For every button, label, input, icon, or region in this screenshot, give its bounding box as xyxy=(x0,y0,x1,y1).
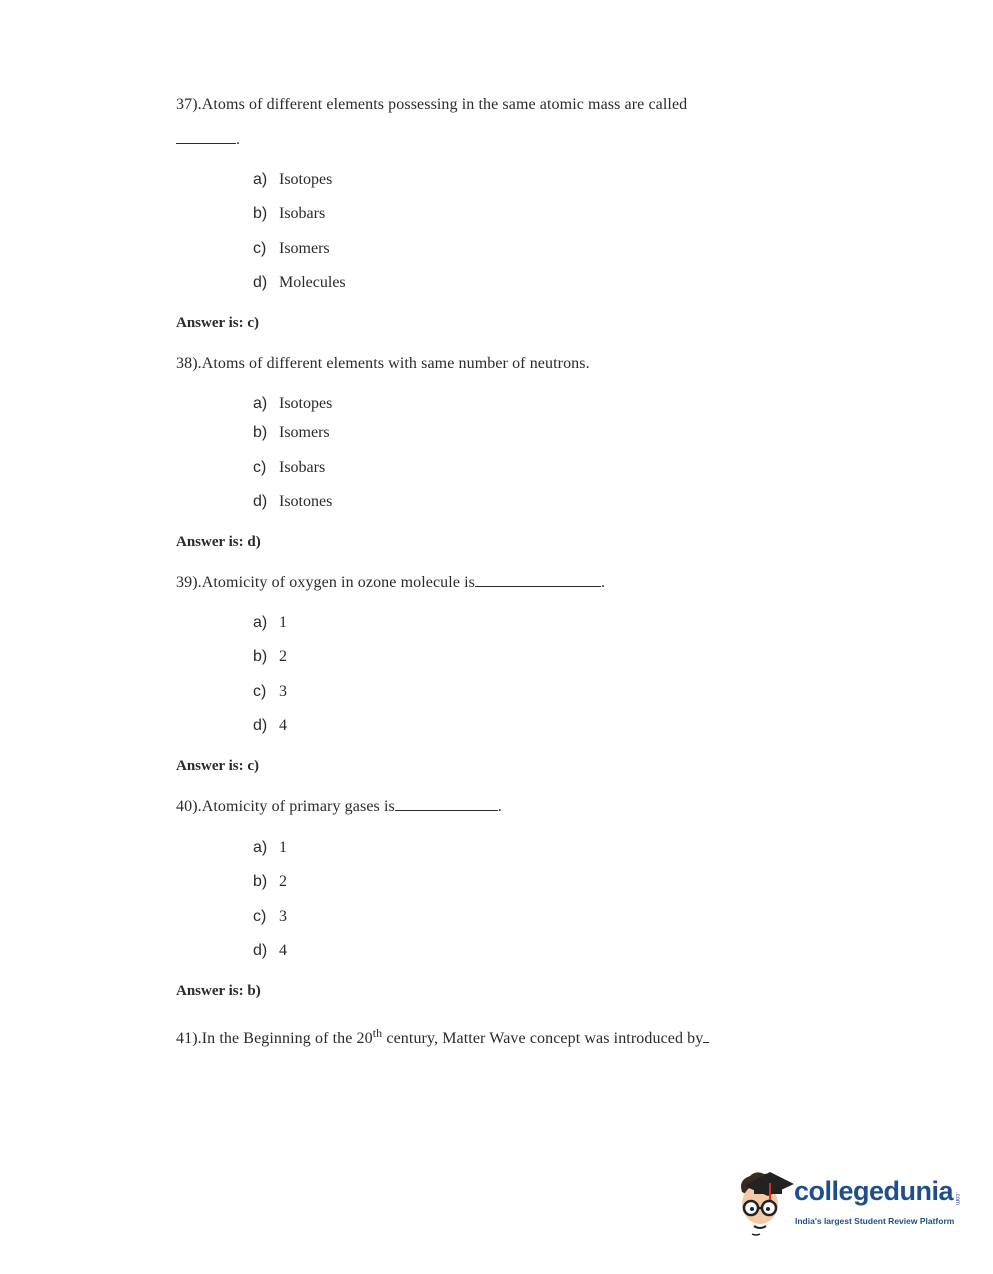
option-item: a) Isotopes xyxy=(253,395,333,412)
option-item: b) 2 xyxy=(253,873,287,890)
question-38 xyxy=(176,355,590,373)
option-item: d) 4 xyxy=(253,717,287,734)
option-item: d) Isotones xyxy=(253,493,333,510)
option-item: c) 3 xyxy=(253,683,287,700)
answer-blank xyxy=(176,131,236,144)
question-37-blank-line: . xyxy=(176,131,240,149)
question-37 xyxy=(176,96,687,114)
option-item: b) Isomers xyxy=(253,424,330,441)
question-37-text: 37).Atoms of different elements possessing in the same atomic mass are called xyxy=(176,96,688,113)
question-39: 39).Atomicity of oxygen in ozone molecule is . xyxy=(176,574,606,591)
answer-blank xyxy=(703,1030,709,1043)
question-40: 40).Atomicity of primary gases is . xyxy=(176,798,502,815)
option-item: d) Molecules xyxy=(253,274,346,291)
question-40-text: 40).Atomicity of primary gases is xyxy=(176,798,395,815)
option-item: c) Isomers xyxy=(253,240,330,257)
logo-wordmark: collegedunia xyxy=(794,1176,954,1206)
question-41: 41).In the Beginning of the 20th century, Matter Wave concept was introduced by xyxy=(176,1026,709,1048)
mascot-icon xyxy=(736,1166,796,1238)
option-item: a) Isotopes xyxy=(253,171,333,188)
logo-tagline: India's largest Student Review Platform xyxy=(795,1216,955,1226)
answer-line: Answer is: b) xyxy=(176,983,261,999)
option-item: c) 3 xyxy=(253,908,287,925)
answer-blank xyxy=(475,574,601,587)
question-38-text: 38).Atoms of different elements with same number of neutrons. xyxy=(176,355,590,372)
option-item: a) 1 xyxy=(253,839,287,856)
logo-dotcom: .com xyxy=(954,1192,960,1206)
answer-blank xyxy=(395,798,498,811)
collegedunia-logo xyxy=(736,1166,966,1238)
answer-line: Answer is: d) xyxy=(176,534,261,550)
answer-line: Answer is: c) xyxy=(176,315,260,331)
option-item: d) 4 xyxy=(253,942,287,959)
option-item: c) Isobars xyxy=(253,459,326,476)
option-item: a) 1 xyxy=(253,614,287,631)
option-item: b) Isobars xyxy=(253,205,326,222)
option-item: b) 2 xyxy=(253,648,287,665)
answer-line: Answer is: c) xyxy=(176,758,260,774)
question-39-text: 39).Atomicity of oxygen in ozone molecule is xyxy=(176,574,476,591)
